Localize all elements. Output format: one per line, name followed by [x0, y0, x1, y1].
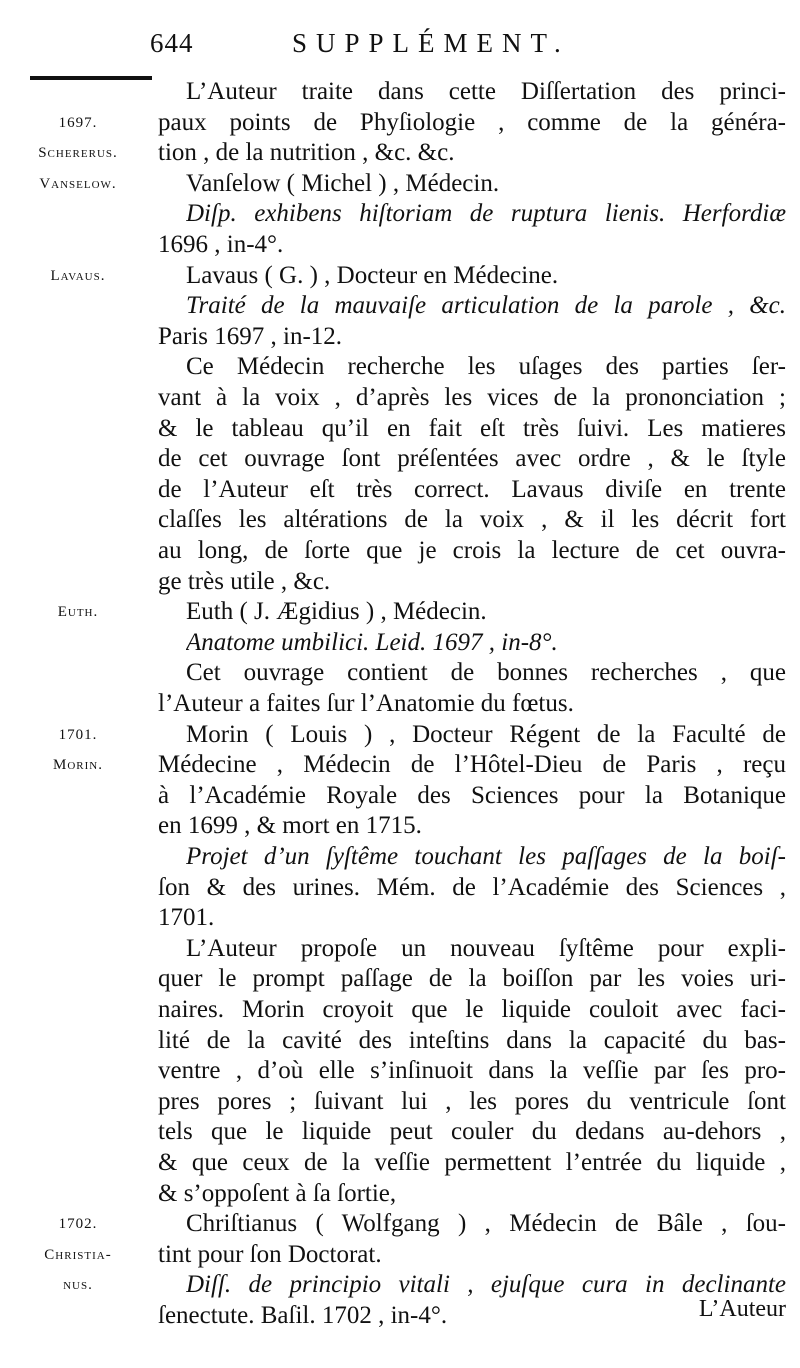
line-text: paux points de Phyſiologie , comme de la généra-	[158, 108, 786, 136]
line-text: en 1699 , & mort en 1715.	[158, 812, 422, 840]
line-text: vant à la voix , d’après les vices de la prononciation ;	[158, 384, 786, 411]
catchword: L’Auteur	[698, 1296, 786, 1322]
line-text: ſenectute. Baſil. 1702 , in-4°.	[158, 1302, 448, 1329]
line-text: ge très utile , &c.	[158, 567, 331, 595]
text-line	[0, 1147, 800, 1179]
line-text: tels que le liquide peut couler du dedans au-dehors ,	[158, 1118, 786, 1146]
line-text: L’Auteur traite dans cette Diſſertation des princi-	[186, 78, 786, 105]
text-line	[0, 1086, 800, 1118]
line-text: Ce Médecin recherche les uſages des parties ſer-	[186, 353, 786, 381]
line-text: Cet ouvrage contient de bonnes recherches , que	[186, 659, 786, 687]
line-text: Euth ( J. Ægidius ) , Médecin.	[186, 598, 487, 626]
line-text: Diſp. exhibens hiſtoriam de ruptura lienis. Herfordiæ	[186, 200, 786, 228]
text-line	[0, 902, 800, 934]
text-line	[0, 688, 800, 720]
page-header	[150, 28, 790, 72]
line-text: 1696 , in-4°.	[158, 231, 284, 258]
margin-note: Lavaus.	[50, 267, 106, 284]
line-text: tint pour ſon Doctorat.	[158, 1240, 382, 1268]
line-text: 1701.	[158, 904, 215, 932]
text-line	[0, 137, 800, 169]
line-text: Projet d’un ſyſtême touchant les paſſages de la boiſ-	[186, 843, 786, 870]
text-line	[0, 933, 800, 965]
line-text: claſſes les altérations de la voix , & il les décrit fort	[158, 506, 786, 534]
line-text: Médecine , Médecin de l’Hôtel-Dieu de Paris , reçu	[158, 751, 786, 779]
line-text: Lavaus ( G. ) , Docteur en Médecine.	[186, 261, 559, 289]
text-line	[0, 810, 800, 842]
margin-note: Euth.	[57, 604, 99, 621]
line-text: tion , de la nutrition , &c. &c.	[158, 139, 455, 167]
text-line	[0, 474, 800, 506]
margin-note: Morin.	[53, 757, 103, 774]
text-line	[0, 1116, 800, 1148]
text-line	[0, 260, 800, 292]
text-line	[0, 229, 800, 261]
line-text: Diſſ. de principio vitali , ejuſque cura in declinante	[186, 1271, 786, 1299]
line-text: Chriſtianus ( Wolfgang ) , Médecin de Bâle , ſou-	[186, 1210, 786, 1238]
line-text: & le tableau qu’il en fait eſt très ſuivi. Les matieres	[158, 414, 786, 442]
text-line	[0, 872, 800, 904]
line-text: Anatome umbilici. Leid. 1697 , in-8°.	[186, 628, 558, 656]
page-number: 644	[150, 28, 194, 58]
line-text: ſon & des urines. Mém. de l’Académie des Sciences ,	[158, 873, 786, 901]
text-line	[0, 1269, 800, 1301]
text-line	[0, 1300, 800, 1332]
text-line	[0, 321, 800, 353]
text-line	[0, 1208, 800, 1240]
text-line	[0, 749, 800, 781]
text-line	[0, 198, 800, 230]
running-title: SUPPLÉMENT.	[292, 28, 570, 58]
text-line	[0, 1055, 800, 1087]
text-line	[0, 1239, 800, 1271]
margin-note: Christia-	[44, 1246, 112, 1263]
margin-note: 1697.	[58, 114, 98, 131]
text-line	[0, 107, 800, 139]
line-text: quer le prompt paſſage de la boiſſon par les voies uri-	[158, 965, 786, 993]
line-text: de l’Auteur eſt très correct. Lavaus diviſe en trente	[158, 475, 786, 503]
text-line	[0, 351, 800, 383]
margin-note: nus.	[63, 1277, 93, 1294]
text-line	[0, 566, 800, 598]
text-line	[0, 657, 800, 689]
text-line	[0, 413, 800, 445]
text-line	[0, 719, 800, 751]
text-line	[0, 504, 800, 536]
line-text: naires. Morin croyoit que le liquide couloit avec faci-	[158, 996, 786, 1023]
line-text: L’Auteur propoſe un nouveau ſyſtême pour expli-	[186, 934, 786, 962]
line-text: à l’Académie Royale des Sciences pour la Botanique	[158, 781, 786, 809]
margin-note: Schererus.	[38, 145, 118, 162]
text-line	[0, 443, 800, 475]
line-text: Morin ( Louis ) , Docteur Régent de la Faculté de	[186, 720, 786, 748]
text-line	[0, 382, 800, 414]
line-text: Paris 1697 , in-12.	[158, 322, 343, 350]
line-text: Vanſelow ( Michel ) , Médecin.	[186, 169, 500, 197]
text-line	[0, 963, 800, 995]
text-line	[0, 841, 800, 873]
line-text: pres pores ; ſuivant lui , les pores du ventricule ſont	[158, 1087, 786, 1115]
line-text: de cet ouvrage ſont préſentées avec ordre , & le ſtyle	[158, 445, 786, 473]
line-text: Traité de la mauvaiſe articulation de la parole , &c.	[186, 292, 786, 320]
line-text: & s’oppoſent à ſa ſortie,	[158, 1179, 397, 1207]
text-line	[0, 1025, 800, 1057]
text-line	[0, 994, 800, 1026]
margin-note: Vanselow.	[39, 175, 117, 192]
margin-note: 1702.	[58, 1216, 98, 1233]
text-line	[0, 780, 800, 812]
text-line	[0, 627, 800, 659]
line-text: lité de la cavité des inteſtins dans la capacité du bas-	[158, 1026, 786, 1054]
line-text: & que ceux de la veſſie permettent l’entrée du liquide ,	[158, 1149, 786, 1176]
margin-note: 1701.	[58, 726, 98, 743]
line-text: l’Auteur a faites ſur l’Anatomie du fœtus.	[158, 690, 574, 717]
text-line	[0, 168, 800, 200]
line-text: ventre , d’où elle s’inſinuoit dans la veſſie par ſes pro-	[158, 1057, 786, 1085]
text-line	[0, 596, 800, 628]
text-line	[0, 535, 800, 567]
text-line	[0, 290, 800, 322]
text-line	[0, 1178, 800, 1210]
text-line	[0, 76, 800, 108]
line-text: au long, de ſorte que je crois la lecture de cet ouvra-	[158, 537, 786, 564]
